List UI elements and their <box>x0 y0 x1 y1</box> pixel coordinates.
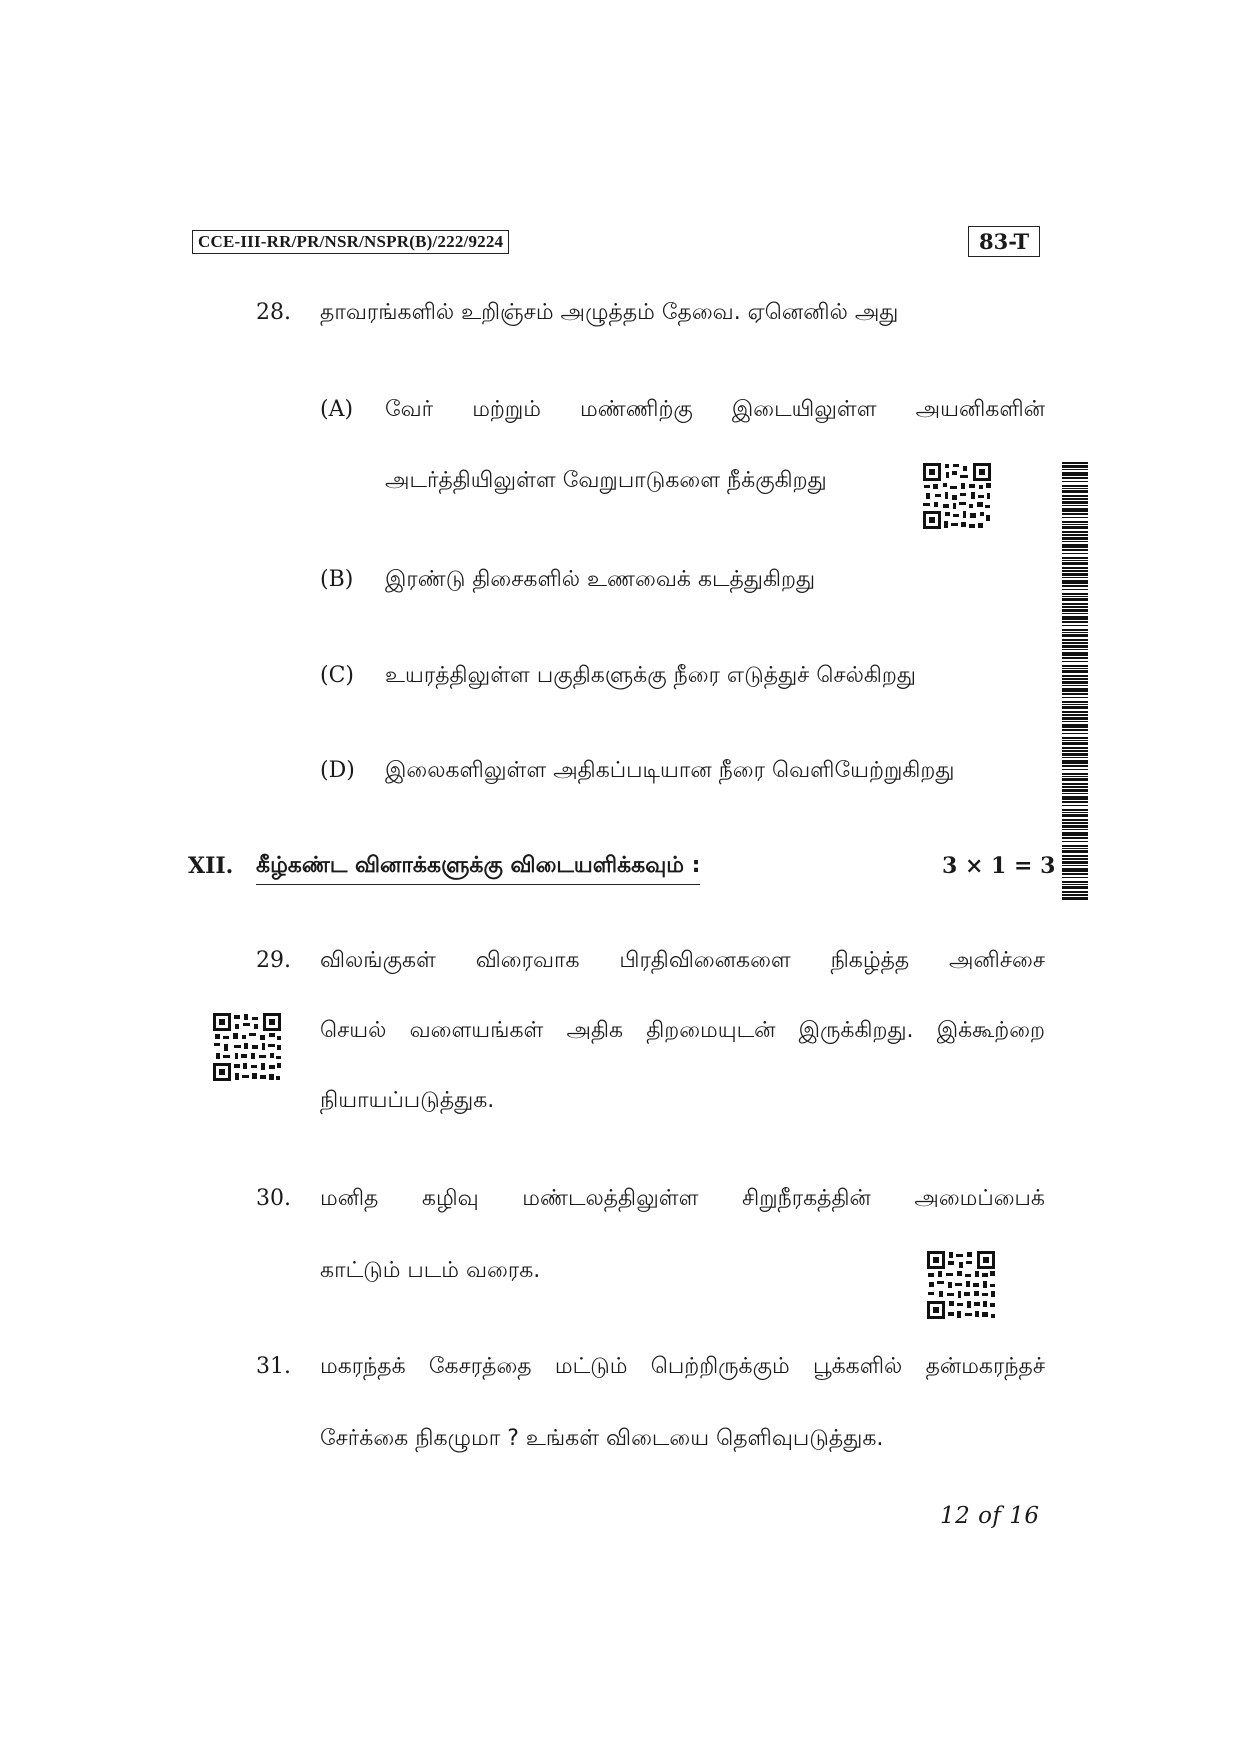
barcode-bar <box>1062 701 1088 703</box>
barcode-bar <box>1062 675 1088 677</box>
barcode-bar <box>1062 724 1088 728</box>
barcode-bar <box>1062 886 1088 889</box>
barcode-bar <box>1062 776 1088 777</box>
barcode-bar <box>1062 517 1088 518</box>
barcode-bar <box>1062 585 1088 587</box>
barcode-bar <box>1062 508 1088 512</box>
barcode-bar <box>1062 629 1088 631</box>
q28-option-b-text: இரண்டு திசைகளில் உணவைக் கடத்துகிறது <box>385 567 816 592</box>
barcode-bar <box>1062 495 1088 497</box>
barcode-bar <box>1062 769 1088 770</box>
barcode-bar <box>1062 580 1088 584</box>
barcode-bar <box>1062 652 1088 656</box>
q28-option-a-line2: அடர்த்தியிலுள்ள வேறுபாடுகளை நீக்குகிறது <box>385 468 827 493</box>
barcode-bar <box>1062 688 1088 692</box>
qr-code-icon <box>922 462 992 530</box>
barcode-bar <box>1062 897 1088 900</box>
barcode-bar <box>1062 557 1088 559</box>
barcode-bar <box>1062 778 1088 781</box>
barcode-bar <box>1062 465 1088 468</box>
barcode-icon <box>1062 462 1088 900</box>
barcode-bar <box>1062 603 1088 605</box>
barcode-bar <box>1062 513 1088 515</box>
q28-option-d-label: (D) <box>320 758 355 783</box>
q30-line1: மனித கழிவு மண்டலத்திலுள்ள சிறுநீரகத்தின் அமைப்பைக் <box>320 1186 1045 1211</box>
q31-line1: மகரந்தக் கேசரத்தை மட்டும் பெற்றிருக்கும் பூக்களில் தன்மகரந்தச் <box>320 1354 1045 1379</box>
barcode-bar <box>1062 524 1088 525</box>
barcode-bar <box>1062 822 1088 824</box>
barcode-bar <box>1062 567 1088 569</box>
barcode-bar <box>1062 577 1088 578</box>
barcode-bar <box>1062 704 1088 705</box>
barcode-bar <box>1062 783 1088 785</box>
q28-option-a-label: (A) <box>320 397 354 422</box>
barcode-bar <box>1062 598 1088 601</box>
barcode-bar <box>1062 714 1088 716</box>
barcode-bar <box>1062 526 1088 529</box>
barcode-bar <box>1062 868 1088 872</box>
barcode-bar <box>1062 462 1088 464</box>
barcode-bar <box>1062 805 1088 806</box>
barcode-bar <box>1062 858 1088 860</box>
barcode-bar <box>1062 742 1088 745</box>
barcode-bar <box>1062 721 1088 722</box>
barcode-bar <box>1062 855 1088 857</box>
q28-option-c-label: (C) <box>320 663 354 688</box>
q29-line1: விலங்குகள் விரைவாக பிரதிவினைகளை நிகழ்த்த அனிச்சை <box>320 948 1045 973</box>
barcode-bar <box>1062 894 1088 896</box>
barcode-bar <box>1062 685 1088 686</box>
section-marks: 3 × 1 = 3 <box>942 853 1056 879</box>
barcode-bar <box>1062 678 1088 680</box>
barcode-bar <box>1062 521 1088 523</box>
barcode-bar <box>1062 796 1088 800</box>
barcode-bar <box>1062 733 1088 734</box>
qr-code-icon <box>212 1012 282 1082</box>
barcode-bar <box>1062 661 1088 662</box>
barcode-bar <box>1062 841 1088 842</box>
barcode-bar <box>1062 884 1088 885</box>
barcode-bar <box>1062 549 1088 551</box>
barcode-bar <box>1062 609 1088 612</box>
barcode-bar <box>1062 881 1088 883</box>
barcode-bar <box>1062 670 1088 673</box>
barcode-bar <box>1062 498 1088 500</box>
qr-code-icon-graphic <box>212 1012 282 1082</box>
barcode-bar <box>1062 789 1088 792</box>
barcode-bar <box>1062 753 1088 756</box>
barcode-bar <box>1062 616 1088 620</box>
barcode-bar <box>1062 697 1088 698</box>
qr-code-icon <box>926 1250 996 1320</box>
q30-line2: காட்டும் படம் வரைக. <box>320 1258 541 1283</box>
barcode-bar <box>1062 541 1088 542</box>
barcode-bar <box>1062 668 1088 669</box>
barcode-bar <box>1062 737 1088 739</box>
barcode-bar <box>1062 570 1088 572</box>
barcode-bar <box>1062 645 1088 648</box>
barcode-bar <box>1062 621 1088 623</box>
barcode-bar <box>1062 765 1088 767</box>
q28-text: தாவரங்களில் உறிஞ்சம் அழுத்தம் தேவை. ஏனெனில் அது <box>320 300 899 325</box>
q30-number: 30. <box>256 1186 291 1211</box>
q29-number: 29. <box>256 948 291 973</box>
barcode-bar <box>1062 562 1088 565</box>
barcode-bar <box>1062 873 1088 875</box>
qr-code-icon-graphic <box>922 462 992 530</box>
barcode-bar <box>1062 472 1088 476</box>
barcode-bar <box>1062 812 1088 813</box>
barcode-bar <box>1062 750 1088 752</box>
barcode-bar <box>1062 477 1088 479</box>
barcode-bar <box>1062 665 1088 667</box>
section-title: கீழ்கண்ட வினாக்களுக்கு விடையளிக்கவும் : <box>256 853 700 885</box>
barcode-bar <box>1062 488 1088 489</box>
barcode-bar <box>1062 553 1088 554</box>
q29-line2: செயல் வளையங்கள் அதிக திறமையுடன் இருக்கிறது. இக்கூற்றை <box>320 1018 1045 1043</box>
barcode-icon-graphic <box>1062 462 1088 900</box>
barcode-bar <box>1062 681 1088 684</box>
barcode-bar <box>1062 706 1088 709</box>
q28-number: 28. <box>256 300 291 325</box>
barcode-bar <box>1062 760 1088 764</box>
barcode-bar <box>1062 490 1088 493</box>
barcode-bar <box>1062 837 1088 839</box>
barcode-bar <box>1062 632 1088 633</box>
barcode-bar <box>1062 657 1088 659</box>
barcode-bar <box>1062 801 1088 803</box>
barcode-bar <box>1062 861 1088 864</box>
barcode-bar <box>1062 757 1088 758</box>
barcode-bar <box>1062 639 1088 641</box>
barcode-bar <box>1062 573 1088 576</box>
barcode-bar <box>1062 613 1088 614</box>
barcode-bar <box>1062 649 1088 650</box>
barcode-bar <box>1062 693 1088 695</box>
barcode-bar <box>1062 606 1088 608</box>
barcode-bar <box>1062 537 1088 540</box>
barcode-bar <box>1062 717 1088 720</box>
barcode-bar <box>1062 469 1088 470</box>
qr-code-icon-graphic <box>926 1250 996 1320</box>
barcode-bar <box>1062 825 1088 828</box>
barcode-bar <box>1062 747 1088 749</box>
barcode-bar <box>1062 865 1088 866</box>
q28-option-c-text: உயரத்திலுள்ள பகுதிகளுக்கு நீரை எடுத்துச் செல்கிறது <box>385 663 916 688</box>
barcode-bar <box>1062 845 1088 847</box>
barcode-bar <box>1062 560 1088 561</box>
q28-option-d-text: இலைகளிலுள்ள அதிகப்படியான நீரை வெளியேற்றுகிறது <box>385 758 955 783</box>
barcode-bar <box>1062 819 1088 821</box>
paper-code: 83-T <box>968 226 1040 257</box>
barcode-bar <box>1062 786 1088 788</box>
barcode-bar <box>1062 593 1088 595</box>
q29-line3: நியாயப்படுத்துக. <box>320 1088 495 1113</box>
barcode-bar <box>1062 740 1088 741</box>
barcode-bar <box>1062 809 1088 811</box>
barcode-bar <box>1062 832 1088 836</box>
page-number: 12 of 16 <box>940 1503 1040 1529</box>
barcode-bar <box>1062 642 1088 644</box>
barcode-bar <box>1062 814 1088 817</box>
barcode-bar <box>1062 848 1088 849</box>
barcode-bar <box>1062 729 1088 731</box>
barcode-bar <box>1062 711 1088 713</box>
barcode-bar <box>1062 596 1088 597</box>
barcode-bar <box>1062 505 1088 506</box>
barcode-bar <box>1062 589 1088 590</box>
barcode-bar <box>1062 773 1088 775</box>
q31-number: 31. <box>256 1354 291 1379</box>
barcode-bar <box>1062 625 1088 626</box>
barcode-bar <box>1062 877 1088 878</box>
barcode-bar <box>1062 829 1088 830</box>
barcode-bar <box>1062 531 1088 533</box>
q31-line2: சேர்க்கை நிகழுமா ? உங்கள் விடையை தெளிவுபடுத்துக. <box>320 1426 884 1451</box>
barcode-bar <box>1062 501 1088 504</box>
barcode-bar <box>1062 534 1088 536</box>
q28-option-b-label: (B) <box>320 567 354 592</box>
q28-option-a-line1: வேர் மற்றும் மண்ணிற்கு இடையிலுள்ள அயனிகளின் <box>385 397 1045 422</box>
barcode-bar <box>1062 544 1088 548</box>
barcode-bar <box>1062 634 1088 637</box>
barcode-bar <box>1062 481 1088 482</box>
exam-code: CCE-III-RR/PR/NSR/NSPR(B)/222/9224 <box>192 230 509 254</box>
barcode-bar <box>1062 485 1088 487</box>
section-number: XII. <box>188 853 234 879</box>
barcode-bar <box>1062 891 1088 893</box>
barcode-bar <box>1062 850 1088 853</box>
barcode-bar <box>1062 793 1088 794</box>
